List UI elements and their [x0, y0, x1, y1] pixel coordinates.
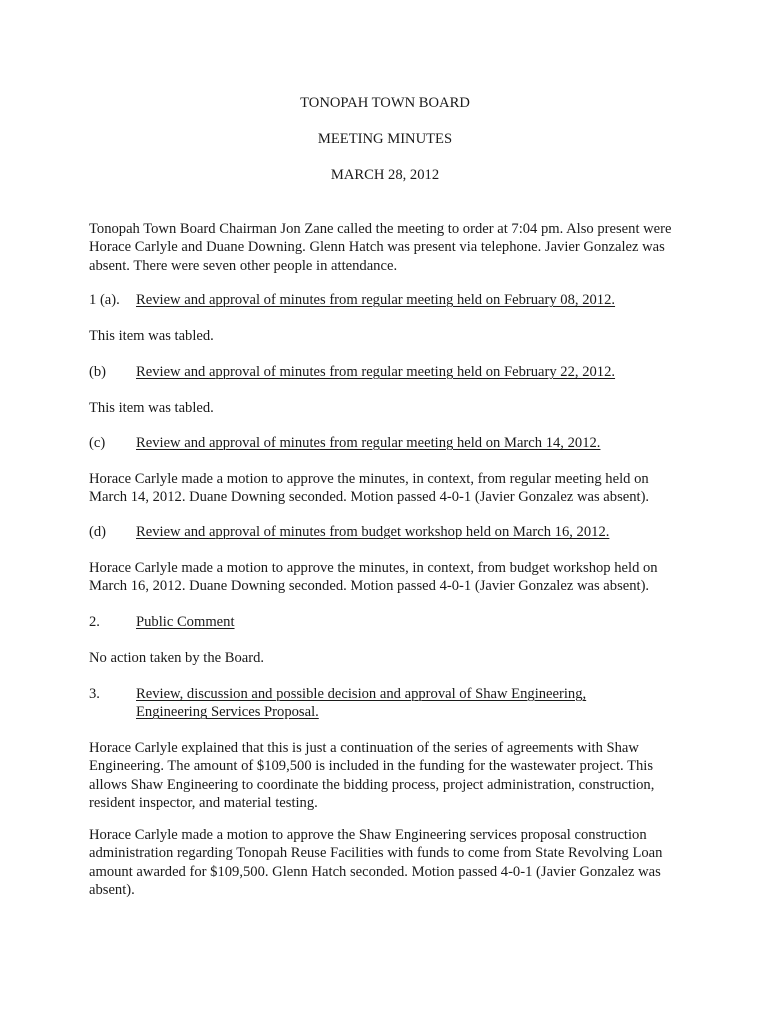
item-title: Review, discussion and possible decision and approval of Shaw Engineering, Engineering Services Proposal.	[136, 686, 587, 721]
item-number: 3.	[89, 686, 100, 702]
item-body: Horace Carlyle explained that this is just a continuation of the series of agreements with Shaw Engineering. The amount of $109,500 is included in the funding for the wastewater project. This allows Shaw Engineering to coordinate the bidding process, project administration, construction, resident inspector, and material testing.	[89, 740, 655, 812]
item-body: This item was tabled.	[89, 400, 214, 416]
item-number: (d)	[89, 524, 107, 540]
item-number: 2.	[89, 614, 100, 630]
intro-paragraph: Tonopah Town Board Chairman Jon Zane called the meeting to order at 7:04 pm. Also present were Horace Carlyle and Duane Downing. Glenn Hatch was present via telephone. Javier Gonzalez was absent. There were seven other people in attendance.	[89, 221, 672, 274]
item-title: Review and approval of minutes from regular meeting held on March 14, 2012.	[136, 435, 601, 451]
item-body: This item was tabled.	[89, 328, 214, 344]
item-body: Horace Carlyle made a motion to approve the minutes, in context, from budget workshop held on March 16, 2012. Duane Downing seconded. Motion passed 4-0-1 (Javier Gonzalez was absent).	[89, 560, 658, 595]
item-number: (b)	[89, 364, 107, 380]
item-number: (c)	[89, 435, 106, 451]
doc-type-heading: MEETING MINUTES	[317, 131, 453, 147]
item-title: Public Comment	[136, 614, 235, 630]
meeting-date-heading: MARCH 28, 2012	[330, 167, 440, 183]
item-title: Review and approval of minutes from regular meeting held on February 22, 2012.	[136, 364, 616, 380]
item-number: 1 (a).	[89, 292, 120, 308]
org-heading: TONOPAH TOWN BOARD	[300, 95, 470, 111]
item-body: No action taken by the Board.	[89, 650, 265, 666]
item-body: Horace Carlyle made a motion to approve the minutes, in context, from regular meeting held on March 14, 2012. Duane Downing seconded. Motion passed 4-0-1 (Javier Gonzalez was absent).	[89, 471, 650, 506]
item-body-continued: Horace Carlyle made a motion to approve the Shaw Engineering services proposal construction administration regarding Tonopah Reuse Facilities with funds to come from State Revolving Loan amount awarded for $109,500. Glenn Hatch seconded. Motion passed 4-0-1 (Javier Gonzalez was absent).	[89, 827, 663, 899]
item-title: Review and approval of minutes from budget workshop held on March 16, 2012.	[136, 524, 610, 540]
item-title: Review and approval of minutes from regular meeting held on February 08, 2012.	[136, 292, 616, 308]
